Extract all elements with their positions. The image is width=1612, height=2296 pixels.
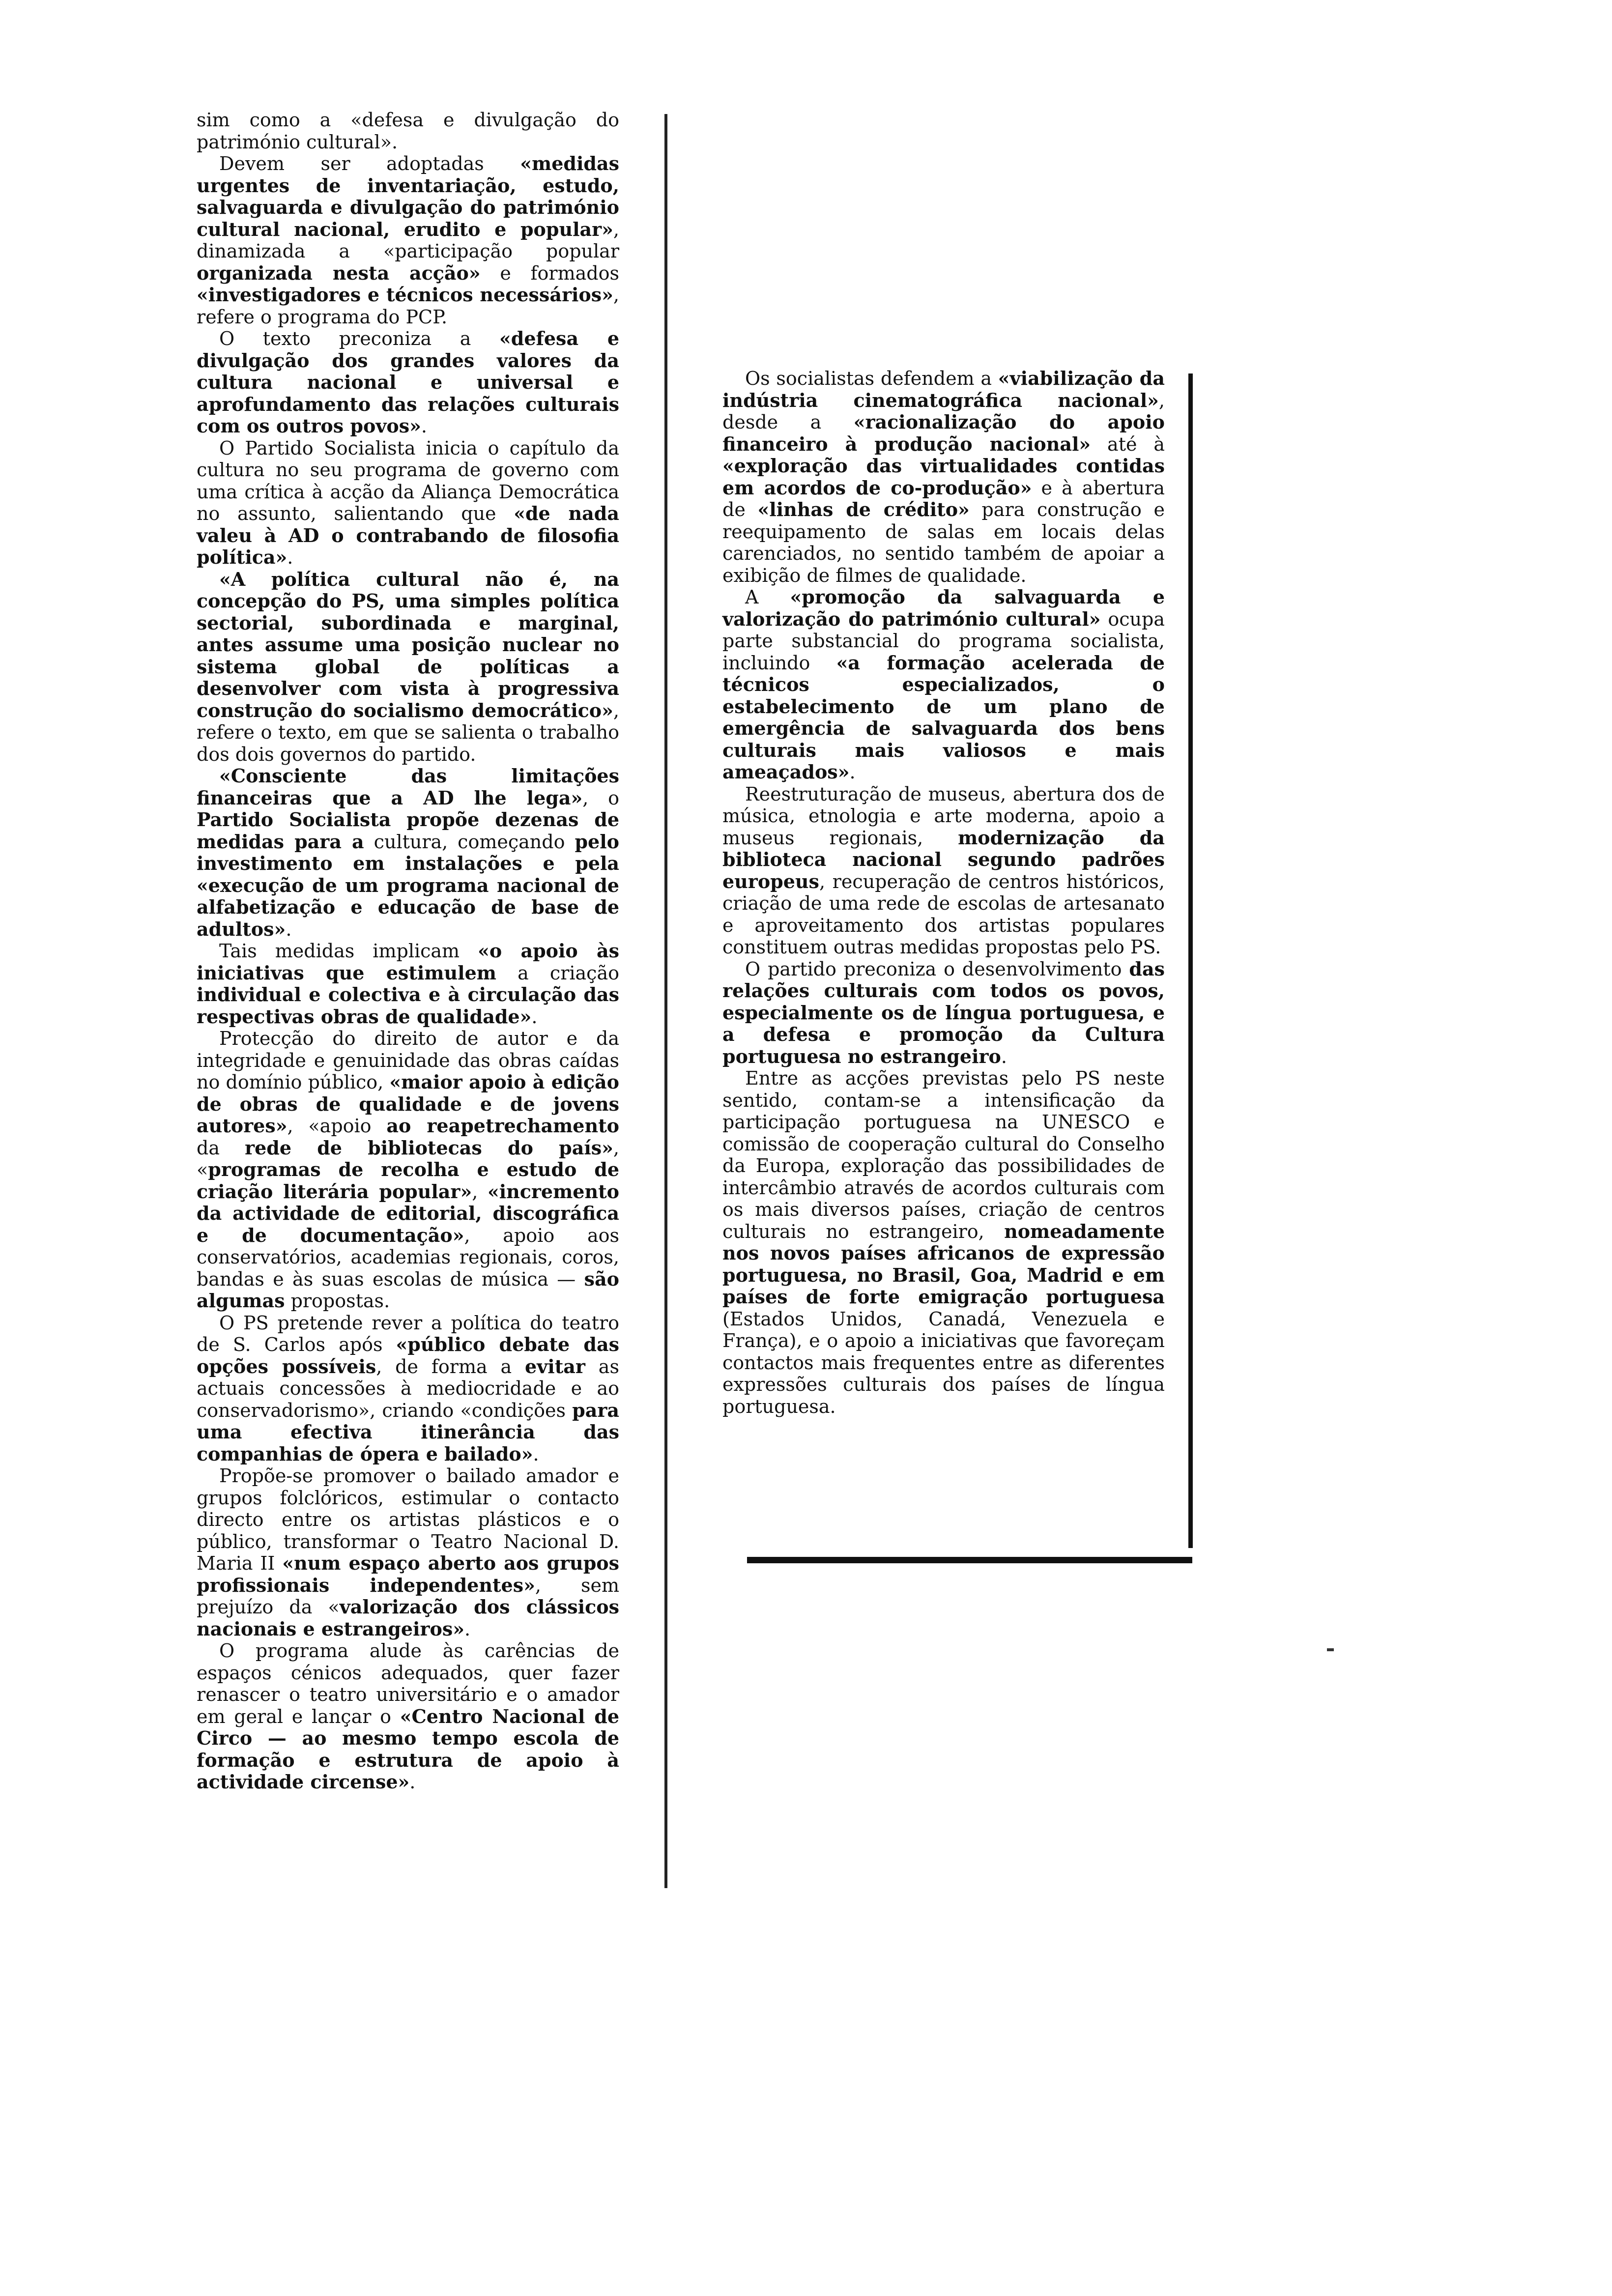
text: . xyxy=(1001,1045,1007,1067)
bold-text: «num espaço aberto aos grupos profissionais independentes» xyxy=(197,1552,619,1596)
bold-text: «A política cultural não é, na concepção do PS, uma simples política sectorial, subordinada e marginal, antes assume uma posição nuclear no sistema global de políticas a desenvolver com vista à progressiva construção do socialismo democrático» xyxy=(197,568,619,721)
bold-text: organizada nesta acção» xyxy=(197,261,481,284)
bold-text: «o apoio às iniciativas que estimulem xyxy=(197,940,620,984)
bold-text: «exploração das virtualidades contidas em acordos de co-produção» xyxy=(722,455,1165,499)
text: O texto preconiza a xyxy=(219,328,500,349)
text: . xyxy=(531,1005,538,1028)
bold-text: «viabilização da indústria cinematográfica nacional» xyxy=(722,367,1165,411)
text: , dinamizada a «participação popular xyxy=(197,218,619,262)
text: . xyxy=(464,1618,471,1640)
text: , refere o programa do PCP. xyxy=(197,284,619,328)
bold-text: «Centro Nacional de Circo — ao mesmo tempo escola de formação e estrutura de apoio à actividade circense» xyxy=(197,1705,619,1793)
text: , xyxy=(472,1180,488,1203)
bold-text: «de nada valeu à AD o contrabando de filosofia política» xyxy=(197,502,619,568)
paragraph-9 xyxy=(197,1312,619,1465)
box-rule-bottom xyxy=(747,1557,1192,1563)
text: , «apoio xyxy=(287,1115,387,1137)
text: A xyxy=(745,586,790,608)
text: . xyxy=(533,1443,539,1465)
text: . xyxy=(287,546,293,568)
bold-text: «racionalização do apoio financeiro à produção nacional» xyxy=(722,411,1165,455)
text: , « xyxy=(197,1137,620,1180)
bold-text: evitar xyxy=(525,1355,585,1378)
text: da xyxy=(197,1137,245,1159)
paragraph-10 xyxy=(197,1465,619,1640)
text: , apoio aos conservatórios, academias regionais, coros, bandas e às suas escolas de música — xyxy=(197,1224,619,1290)
text: , desde a xyxy=(722,389,1165,433)
bold-text: «promoção da salvaguarda e valorização do património cultural» xyxy=(722,586,1165,630)
text: . xyxy=(286,918,292,940)
bold-text: «público debate das opções possíveis xyxy=(197,1333,619,1378)
paragraph-2 xyxy=(197,153,619,328)
bold-text: rede de bibliotecas do país» xyxy=(245,1136,613,1159)
paragraph-11 xyxy=(197,1640,619,1793)
bold-text: das relações culturais com todos os povos, especialmente os de língua portuguesa, e a defesa e promoção da Cultura portuguesa no estrangeiro xyxy=(722,957,1165,1067)
paragraph-4 xyxy=(722,958,1165,1068)
text: as actuais concessões à mediocridade e ao conservadorismo», criando «condições xyxy=(197,1355,619,1421)
text: e formados xyxy=(480,262,619,284)
bold-text: para uma efectiva itinerância das companhias de ópera e bailado» xyxy=(197,1399,619,1465)
text: O programa alude às carências de espaços cénicos adequados, quer fazer renascer o teatro universitário e o amador em geral e lançar o xyxy=(197,1640,619,1727)
bold-text: «linhas de crédito» xyxy=(757,498,970,520)
bold-text: «maior apoio à edição de obras de qualidade e de jovens autores» xyxy=(197,1071,619,1137)
text: cultura, começando xyxy=(364,831,575,853)
paragraph-5 xyxy=(722,1067,1165,1417)
text: , refere o texto, em que se salienta o trabalho dos dois governos do partido. xyxy=(197,699,619,765)
paragraph-4 xyxy=(197,437,619,569)
text: , de forma a xyxy=(376,1355,525,1378)
bold-text: «a formação acelerada de técnicos especializados, o estabelecimento de um plano de emergência de salvaguarda dos bens culturais mais valiosos e mais ameaçados» xyxy=(722,651,1165,783)
text: . xyxy=(849,761,856,783)
paragraph-1 xyxy=(197,109,619,153)
paragraph-2 xyxy=(722,586,1165,783)
paragraph-3 xyxy=(722,783,1165,958)
bold-text: individual e colectiva e à circulação das respectivas obras de qualidade» xyxy=(197,983,619,1028)
text: até à xyxy=(1091,433,1165,455)
paragraph-5 xyxy=(197,569,619,766)
text: e à abertura de xyxy=(722,477,1165,520)
bold-text: nomeadamente nos novos países africanos de expressão portuguesa, no Brasil, Goa, Madrid e em países de forte emigração portuguesa xyxy=(722,1220,1165,1308)
paragraph-7 xyxy=(197,940,619,1028)
bold-text: Partido Socialista propõe dezenas de medidas para a xyxy=(197,808,619,853)
text: propostas. xyxy=(285,1290,390,1312)
text: , recuperação de centros históricos, criação de uma rede de escolas de artesanato e aproveitamento dos artistas populares constituem outras medidas propostas pelo PS. xyxy=(722,870,1165,958)
bold-text: «investigadores e técnicos necessários» xyxy=(197,284,613,306)
bold-text: «medidas urgentes de inventariação, estudo, salvaguarda e divulgação do património cultural nacional, erudito e popular» xyxy=(197,152,619,240)
text: a criação xyxy=(496,962,619,984)
text: Entre as acções previstas pelo PS neste sentido, contam-se a intensificação da participação portuguesa na UNESCO e comissão de cooperação cultural do Conselho da Europa, exploração das possibilidades de intercâmbio através de acordos culturais com os mais diversos países, criação de centros culturais no estrangeiro, xyxy=(722,1067,1165,1242)
text: O partido preconiza o desenvolvimento xyxy=(745,958,1129,980)
text: Tais medidas implicam xyxy=(219,940,478,962)
bold-text: «Consciente das limitações financeiras que a AD lhe lega» xyxy=(197,765,619,809)
text: O PS pretende rever a política do teatro de S. Carlos após xyxy=(197,1312,619,1355)
text: O Partido Socialista inicia o capítulo da cultura no seu programa de governo com uma crítica à acção da Aliança Democrática no assunto, salientando que xyxy=(197,437,619,524)
bold-text: ao reapetrechamento xyxy=(386,1115,619,1137)
column-rule-left xyxy=(664,114,667,1888)
text: Protecção do direito de autor e da integridade e genuinidade das obras caídas no domínio público, xyxy=(197,1028,619,1093)
bold-text: valorização dos clássicos nacionais e estrangeiros» xyxy=(197,1596,619,1640)
scan-speck xyxy=(1327,1648,1334,1651)
left-column xyxy=(197,109,619,1793)
right-column xyxy=(722,368,1165,1417)
text: Devem ser adoptadas xyxy=(219,153,520,174)
text: . xyxy=(409,1771,416,1793)
text: Os socialistas defendem a xyxy=(745,368,998,389)
bold-text: «defesa e divulgação dos grandes valores da cultura nacional e universal e aprofundamento das relações culturais com os outros povos» xyxy=(197,327,620,437)
text: (Estados Unidos, Canadá, Venezuela e França), e o apoio a iniciativas que favoreçam contactos mais frequentes entre as diferentes expressões culturais dos países de língua portuguesa. xyxy=(722,1308,1165,1417)
paragraph-3 xyxy=(197,328,619,437)
text: Reestruturação de museus, abertura dos de música, etnologia e arte moderna, apoio a museus regionais, xyxy=(722,783,1165,849)
bold-text: programas de recolha e estudo de criação literária popular» xyxy=(197,1158,619,1203)
paragraph-8 xyxy=(197,1028,619,1312)
text: , o xyxy=(582,787,619,809)
paragraph-1 xyxy=(722,368,1165,586)
bold-text: «incremento da actividade de editorial, discográfica e de documentação» xyxy=(197,1180,619,1246)
bold-text: pelo investimento em instalações e pela «execução de um programa nacional de alfabetização e educação de base de adultos» xyxy=(197,830,619,940)
text: sim como a «defesa e divulgação do património cultural». xyxy=(197,109,619,153)
bold-text: são algumas xyxy=(197,1267,619,1312)
text: para construção e reequipamento de salas em locais delas carenciados, no sentido também de apoiar a exibição de filmes de qualidade. xyxy=(722,499,1165,586)
text: . xyxy=(421,415,427,437)
text: ocupa parte substancial do programa socialista, incluindo xyxy=(722,608,1165,674)
paragraph-6 xyxy=(197,765,619,940)
text: Propõe-se promover o bailado amador e grupos folclóricos, estimular o contacto directo entre os artistas plásticos e o público, transformar o Teatro Nacional D. Maria II xyxy=(197,1465,619,1574)
bold-text: modernização da biblioteca nacional segundo padrões europeus xyxy=(722,826,1165,892)
text: , sem prejuízo da « xyxy=(197,1574,619,1618)
box-rule-right xyxy=(1188,373,1193,1548)
